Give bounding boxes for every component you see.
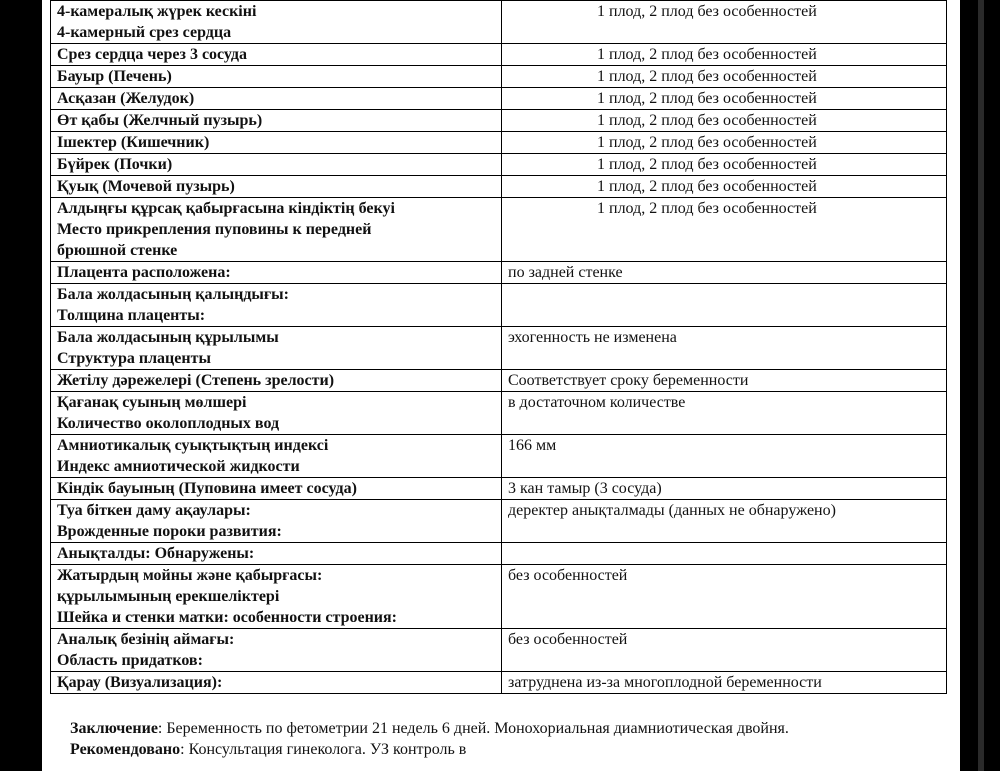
recommendation-text: : Консультация гинеколога. УЗ контроль в — [180, 741, 467, 758]
row-value-cell: 1 плод, 2 плод без особенностей — [502, 110, 947, 132]
table-row — [51, 327, 947, 370]
table-row — [51, 370, 947, 392]
table-row — [51, 44, 947, 66]
row-label-line: Жатырдың мойны және қабырғасы: — [57, 567, 323, 584]
row-value-cell — [502, 543, 947, 565]
row-value-cell: 1 плод, 2 плод без особенностей — [502, 88, 947, 110]
row-label-line: Қуық (Мочевой пузырь) — [57, 178, 235, 195]
row-label-cell — [51, 262, 502, 284]
row-label-line: Туа біткен даму ақаулары: — [57, 502, 251, 519]
recommendation-line — [70, 739, 950, 760]
row-value-cell: затруднена из-за многоплодной беременности — [502, 672, 947, 694]
row-value-cell: 1 плод, 2 плод без особенностей — [502, 132, 947, 154]
row-label-line: Структура плаценты — [57, 350, 211, 367]
row-label-line: 4-камерный срез сердца — [57, 24, 232, 41]
row-label-cell — [51, 132, 502, 154]
row-value-cell: 166 мм — [502, 435, 947, 478]
row-label-line: Бала жолдасының құрылымы — [57, 329, 279, 346]
row-label-line: Количество околоплодных вод — [57, 415, 280, 432]
conclusion-text: : Беременность по фетометрии 21 недель 6 дней. Монохориальная диамниотическая двойня. — [157, 720, 789, 737]
scrollbar[interactable] — [978, 0, 984, 771]
row-value-cell: 1 плод, 2 плод без особенностей — [502, 176, 947, 198]
table-row — [51, 543, 947, 565]
row-value-cell: в достаточном количестве — [502, 392, 947, 435]
row-label-line: Шейка и стенки матки: особенности строения: — [57, 609, 397, 626]
row-value-cell: без особенностей — [502, 565, 947, 629]
row-label-line: 4-камералық жүрек кескіні — [57, 3, 257, 20]
row-label-line: Плацента расположена: — [57, 264, 231, 281]
row-label-line: Бауыр (Печень) — [57, 68, 172, 85]
row-label-line: Анықталды: Обнаружены: — [57, 545, 255, 562]
table-row — [51, 435, 947, 478]
table-row — [51, 500, 947, 543]
table-row — [51, 478, 947, 500]
row-label-cell — [51, 435, 502, 478]
row-label-line: Алдыңғы құрсақ қабырғасына кіндіктің бекуі — [57, 200, 395, 217]
ultrasound-report-table — [50, 0, 947, 694]
row-label-line: Амниотикалық суықтықтың индексі — [57, 437, 329, 454]
row-label-line: Бүйрек (Почки) — [57, 156, 173, 173]
table-row — [51, 262, 947, 284]
table-row — [51, 198, 947, 262]
row-label-cell — [51, 543, 502, 565]
row-value-cell: Соответствует сроку беременности — [502, 370, 947, 392]
row-label-line: Срез сердца через 3 сосуда — [57, 46, 248, 63]
row-label-cell — [51, 88, 502, 110]
table-row — [51, 1, 947, 44]
row-value-cell: 1 плод, 2 плод без особенностей — [502, 1, 947, 44]
row-label-line: Асқазан (Желудок) — [57, 90, 195, 107]
row-label-line: Аналық безінің аймағы: — [57, 631, 235, 648]
row-label-cell — [51, 370, 502, 392]
report-table-body — [51, 1, 947, 694]
table-row — [51, 110, 947, 132]
row-label-line: Өт қабы (Желчный пузырь) — [57, 112, 263, 129]
row-label-cell — [51, 565, 502, 629]
row-label-line: Область придатков: — [57, 652, 203, 669]
table-row — [51, 132, 947, 154]
table-row — [51, 284, 947, 327]
row-value-cell: 1 плод, 2 плод без особенностей — [502, 44, 947, 66]
row-label-line: Ішектер (Кишечник) — [57, 134, 210, 151]
row-value-cell: эхогенность не изменена — [502, 327, 947, 370]
row-value-cell — [502, 284, 947, 327]
conclusion-label: Заключение — [70, 720, 158, 737]
row-label-cell — [51, 176, 502, 198]
row-label-line: Толщина плаценты: — [57, 307, 206, 324]
row-value-cell: без особенностей — [502, 629, 947, 672]
conclusion-block — [70, 718, 950, 760]
row-label-cell — [51, 66, 502, 88]
conclusion-line — [70, 718, 950, 739]
document-page — [42, 0, 960, 771]
row-label-line: Қарау (Визуализация): — [57, 674, 223, 691]
row-label-line: Жетілу дәрежелері (Степень зрелости) — [57, 372, 335, 389]
row-label-cell — [51, 478, 502, 500]
row-label-cell — [51, 154, 502, 176]
row-label-cell — [51, 672, 502, 694]
row-value-cell: деректер анықталмады (данных не обнаружено) — [502, 500, 947, 543]
table-row — [51, 176, 947, 198]
table-row — [51, 629, 947, 672]
row-value-cell: 1 плод, 2 плод без особенностей — [502, 66, 947, 88]
table-row — [51, 392, 947, 435]
row-label-cell — [51, 198, 502, 262]
row-value-cell: по задней стенке — [502, 262, 947, 284]
row-label-cell — [51, 629, 502, 672]
row-label-line: құрылымының ерекшеліктері — [57, 588, 280, 605]
row-label-line: Кіндік бауының (Пуповина имеет сосуда) — [57, 480, 357, 497]
row-label-line: брюшной стенке — [57, 242, 178, 259]
row-label-cell — [51, 1, 502, 44]
table-row — [51, 565, 947, 629]
table-row — [51, 672, 947, 694]
row-value-cell: 3 кан тамыр (3 сосуда) — [502, 478, 947, 500]
row-value-cell: 1 плод, 2 плод без особенностей — [502, 198, 947, 262]
row-label-cell — [51, 327, 502, 370]
table-row — [51, 154, 947, 176]
row-label-line: Место прикрепления пуповины к передней — [57, 221, 372, 238]
table-row — [51, 88, 947, 110]
row-label-cell — [51, 500, 502, 543]
row-label-line: Врожденные пороки развития: — [57, 523, 282, 540]
row-label-line: Индекс амниотической жидкости — [57, 458, 300, 475]
row-value-cell: 1 плод, 2 плод без особенностей — [502, 154, 947, 176]
table-row — [51, 66, 947, 88]
row-label-line: Қағанақ суының мөлшері — [57, 394, 247, 411]
row-label-line: Бала жолдасының қалыңдығы: — [57, 286, 289, 303]
row-label-cell — [51, 44, 502, 66]
row-label-cell — [51, 110, 502, 132]
row-label-cell — [51, 392, 502, 435]
row-label-cell — [51, 284, 502, 327]
recommendation-label: Рекомендовано — [70, 741, 181, 758]
